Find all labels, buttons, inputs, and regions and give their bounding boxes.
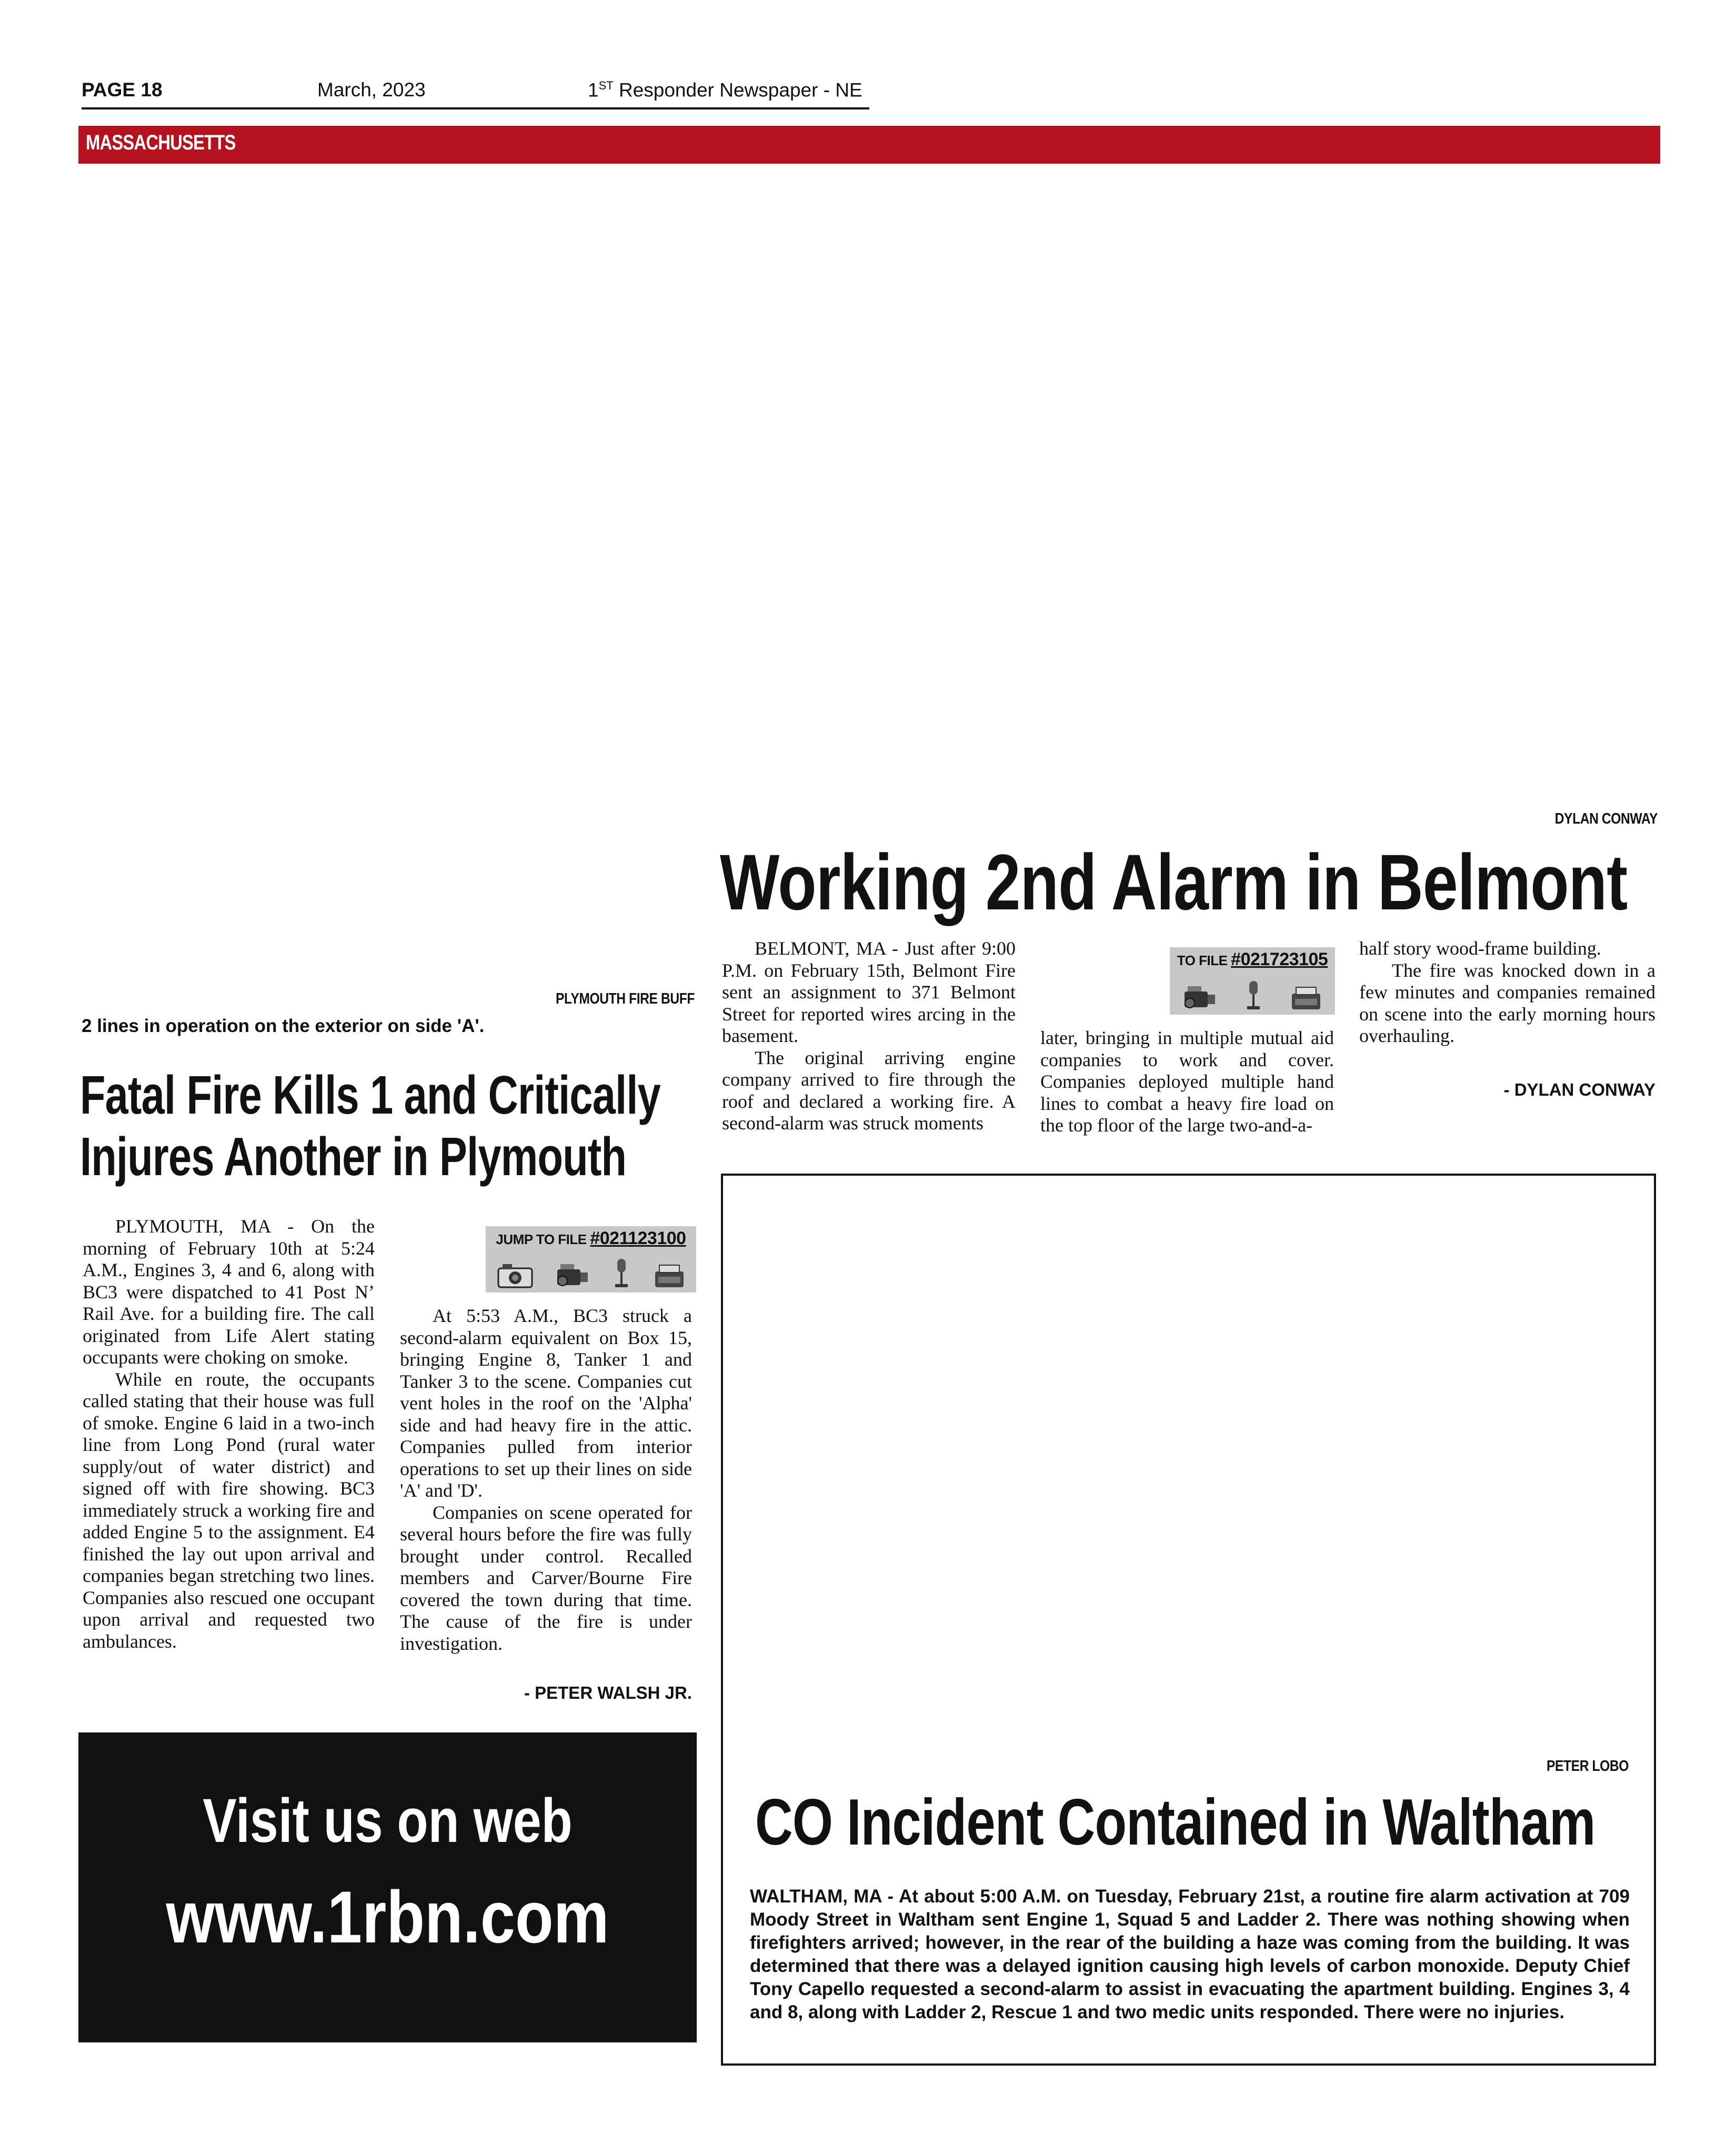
belmont-paragraph-2: The original arriving engine company arrived to fire through the roof and declared a working fire. A second-alarm was struck moments — [722, 1047, 1016, 1134]
file-label: JUMP TO FILE — [496, 1231, 587, 1247]
belmont-column-1 — [722, 938, 1016, 1135]
microphone-icon[interactable] — [1243, 980, 1264, 1011]
plymouth-file-link[interactable] — [486, 1226, 696, 1293]
file-number: #021723105 — [1231, 949, 1328, 969]
plymouth-headline — [80, 1064, 660, 1187]
belmont-paragraph-5: The fire was knocked down in a few minutes and companies remained on scene into the early morning hours overhauling. — [1359, 959, 1655, 1046]
paper-name — [588, 79, 862, 101]
video-camera-icon[interactable] — [555, 1260, 590, 1289]
belmont-photo-credit: DYLAN CONWAY — [1554, 810, 1658, 827]
file-label: TO FILE — [1177, 953, 1228, 968]
page-number: PAGE 18 — [82, 79, 163, 101]
website-ad-tagline: Visit us on web — [203, 1786, 573, 1856]
belmont-byline: - DYLAN CONWAY — [1503, 1080, 1655, 1099]
typewriter-icon[interactable] — [653, 1263, 686, 1289]
belmont-headline: Working 2nd Alarm in Belmont — [720, 838, 1628, 926]
file-number: #021123100 — [590, 1228, 686, 1248]
paper-prefix: 1 — [588, 79, 599, 101]
plymouth-paragraph-1: PLYMOUTH, MA - On the morning of February 10th at 5:24 A.M., Engines 3, 4 and 6, along with BC3 were dispatched to 41 Post N’ Rail Ave. for a building fire. The call originated from Life Alert stating occupants were choking on smoke. — [83, 1216, 375, 1368]
section-bar — [78, 126, 1660, 164]
plymouth-paragraph-4: Companies on scene operated for several hours before the fire was fully brought under control. Recalled members and Carver/Bourne Fire covered the town during that time. The cause of the fire is under investigation. — [400, 1501, 692, 1654]
video-camera-icon[interactable] — [1182, 982, 1217, 1011]
plymouth-photo-caption: 2 lines in operation on the exterior on side 'A'. — [82, 1016, 485, 1036]
website-url-link[interactable]: www.1rbn.com — [166, 1876, 609, 1958]
waltham-body: WALTHAM, MA - At about 5:00 A.M. on Tuesday, February 21st, a routine fire alarm activation at 709 Moody Street in Waltham sent Engine 1, Squad 5 and Ladder 2. There was nothing showing when firefighters arrived; however, in the rear of the building a haze was coming from the building. It was determined that there was a delayed ignition causing high levels of carbon monoxide. Deputy Chief Tony Capello requested a second-alarm to assist in evacuating the apartment building. Engines 3, 4 and 8, along with Ladder 2, Rescue 1 and two medic units responded. There were no injuries. — [750, 1886, 1630, 2022]
plymouth-byline: - PETER WALSH JR. — [524, 1683, 692, 1702]
paper-sup: ST — [598, 79, 614, 92]
belmont-paragraph-4: half story wood-frame building. — [1359, 938, 1601, 959]
section-label: MASSACHUSETTS — [86, 131, 236, 154]
header-rule — [82, 107, 869, 109]
paper-suffix: Responder Newspaper - NE — [613, 79, 862, 101]
plymouth-column-1 — [83, 1216, 375, 1652]
belmont-paragraph-1: BELMONT, MA - Just after 9:00 P.M. on February 15th, Belmont Fire sent an assignment to 371 Belmont Street for reported wires arcing in the basement. — [722, 938, 1016, 1046]
plymouth-column-2 — [400, 1305, 692, 1655]
waltham-photo-credit: PETER LOBO — [1547, 1758, 1629, 1775]
plymouth-headline-line-2: Injures Another in Plymouth — [80, 1126, 627, 1187]
plymouth-paragraph-3: At 5:53 A.M., BC3 struck a second-alarm equivalent on Box 15, bringing Engine 8, Tanker 1 and Tanker 3 to the scene. Companies cut vent holes in the roof on the 'Alpha' side and had heavy fire in the attic. Companies pulled from interior operations to set up their lines on side 'A' and 'D'. — [400, 1305, 692, 1501]
microphone-icon[interactable] — [611, 1258, 632, 1289]
website-ad[interactable] — [78, 1732, 697, 2042]
plymouth-photo-credit: PLYMOUTH FIRE BUFF — [556, 990, 695, 1007]
belmont-column-2 — [1040, 1027, 1334, 1137]
typewriter-icon[interactable] — [1290, 985, 1322, 1011]
plymouth-paragraph-2: While en route, the occupants called stating that their house was full of smoke. Engine 6 laid in a two-inch line from Long Pond (rural water supply/out of water district) and signed off with fire showing. BC3 immediately struck a working fire and added Engine 5 to the assignment. E4 finished the lay out upon arrival and companies began stretching two lines. Companies also rescued one occupant upon arrival and requested two ambulances. — [83, 1368, 375, 1652]
belmont-file-link[interactable] — [1170, 947, 1335, 1015]
waltham-headline: CO Incident Contained in Waltham — [755, 1786, 1595, 1859]
issue-date: March, 2023 — [317, 79, 426, 101]
belmont-column-3 — [1359, 938, 1655, 1047]
plymouth-headline-line-1: Fatal Fire Kills 1 and Critically — [80, 1065, 660, 1125]
belmont-paragraph-3: later, bringing in multiple mutual aid companies to work and cover. Companies deployed multiple hand lines to combat a heavy fire load on the top floor of the large two-and-a- — [1040, 1027, 1334, 1136]
camera-icon[interactable] — [496, 1262, 534, 1289]
